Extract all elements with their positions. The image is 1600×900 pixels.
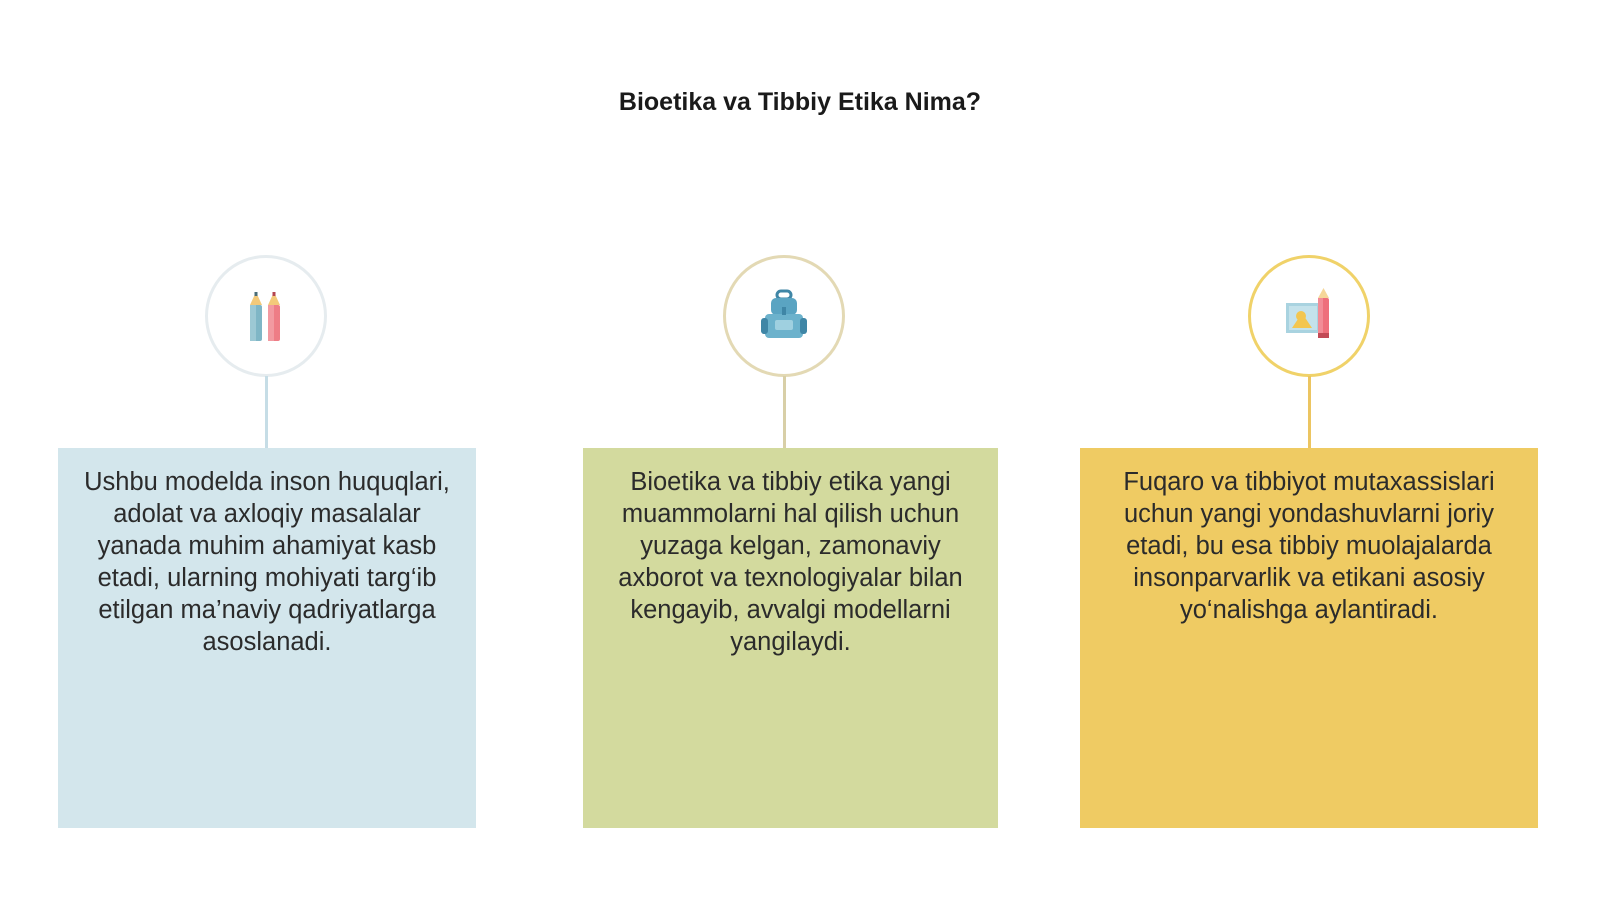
icon-circle-2 (723, 255, 845, 377)
info-card-1 (58, 448, 476, 828)
info-card-3-text: Fuqaro va tibbiyot mutaxassislari uchun yangi yondashuvlarni joriy etadi, bu esa tibbiy muolajalarda insonparvarlik va etikani asosiy yo‘nalishga aylantiradi. (1123, 468, 1495, 624)
info-card-2-text: Bioetika va tibbiy etika yangi muammolarni hal qilish uchun yuzaga kelgan, zamonaviy axborot va texnologiyalar bilan kengayib, avvalgi modellarni yangilaydi. (618, 468, 963, 656)
info-card-2 (583, 448, 998, 828)
icon-circle-3 (1248, 255, 1370, 377)
icon-circle-1 (205, 255, 327, 377)
pencils-icon (235, 285, 297, 347)
connector-line-2 (783, 376, 786, 448)
backpack-icon (753, 285, 815, 347)
info-card-3 (1080, 448, 1538, 828)
info-card-1-text: Ushbu modelda inson huquqlari, adolat va axloqiy masalalar yanada muhim ahamiyat kasb etadi, ularning mohiyati targ‘ib etilgan ma’naviy qadriyatlarga asoslanadi. (84, 468, 450, 656)
connector-line-3 (1308, 376, 1311, 448)
picture-pencil-icon (1278, 285, 1340, 347)
slide-title: Bioetika va Tibbiy Etika Nima? (618, 88, 982, 116)
connector-line-1 (265, 376, 268, 448)
